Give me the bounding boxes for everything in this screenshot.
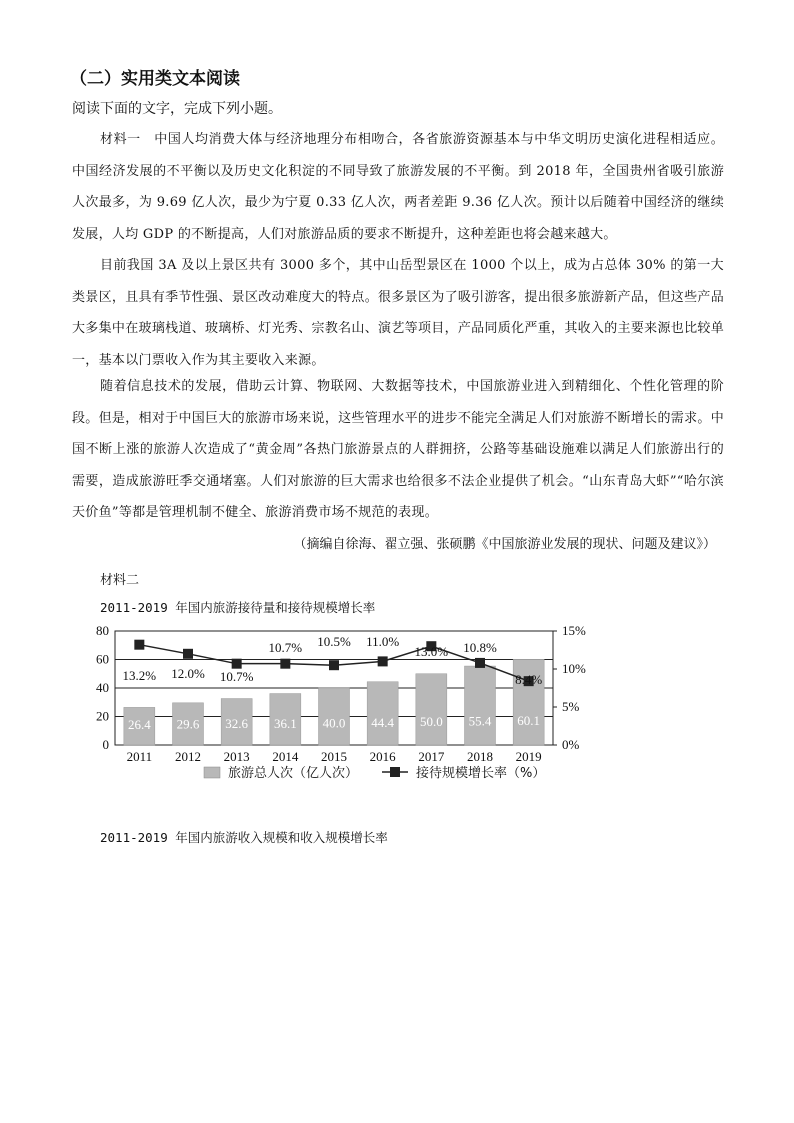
section-title: （二）实用类文本阅读 xyxy=(70,69,240,89)
growth-rate-point xyxy=(183,649,193,659)
bar xyxy=(367,682,398,745)
growth-rate-label: 12.0% xyxy=(171,666,205,681)
growth-rate-point xyxy=(475,658,485,668)
x-axis-tick: 2017 xyxy=(418,749,445,764)
bar-value-label: 40.0 xyxy=(322,715,346,731)
growth-rate-label: 10.5% xyxy=(317,634,351,649)
growth-rate-label: 8.4% xyxy=(515,672,543,687)
bar-value-label: 44.4 xyxy=(371,714,395,730)
growth-rate-label: 13.2% xyxy=(122,668,157,683)
bar-value-label: 26.4 xyxy=(127,716,151,732)
left-axis-tick: 40 xyxy=(96,680,109,695)
legend-line-marker xyxy=(390,767,400,777)
material1-paragraph-3: 随着信息技术的发展，借助云计算、物联网、大数据等技术，中国旅游业进入到精细化、个性化管理的阶段。但是，相对于中国巨大的旅游市场来说，这些管理水平的进步不能完全满足人们对旅游不断增长的需求。中国不断上涨的旅游人次造成了“黄金周”各热门旅游景点的人群拥挤，公路等基础设施难以满足人们旅游出行的需要，造成旅游旺季交通堵塞。人们对旅游的巨大需求也给很多不法企业提供了机会。“山东青岛大虾”“哈尔滨天价鱼”等都是管理机制不健全、旅游消费市场不规范的表现。 xyxy=(72,379,724,520)
left-axis-tick: 0 xyxy=(102,737,109,752)
right-axis-tick: 15% xyxy=(562,623,586,638)
growth-rate-label: 10.7% xyxy=(219,669,254,684)
x-axis-tick: 2014 xyxy=(272,749,299,764)
source-citation: （摘编自徐海、翟立强、张硕鹏《中国旅游业发展的现状、问题及建议》） xyxy=(293,537,716,552)
bar-value-label: 50.0 xyxy=(419,714,443,730)
growth-rate-point xyxy=(329,660,339,670)
left-axis-tick: 60 xyxy=(96,651,109,667)
bar-value-label: 60.1 xyxy=(517,712,541,728)
x-axis-tick: 2011 xyxy=(126,749,153,764)
bar xyxy=(416,674,447,745)
legend-bar-label: 旅游总人次（亿人次） xyxy=(228,766,359,781)
bar-value-label: 29.6 xyxy=(176,716,200,732)
growth-rate-label: 10.7% xyxy=(268,640,303,655)
legend-bar-swatch xyxy=(204,767,220,778)
instruction-text: 阅读下面的文字，完成下列小题。 xyxy=(72,101,282,117)
x-axis-tick: 2018 xyxy=(467,749,493,764)
material1-paragraph-2: 目前我国 3A 及以上景区共有 3000 多个，其中山岳型景区在 1000 个以上，成为占总体 30% 的第一大类景区，且具有季节性强、景区改动难度大的特点。很多景区为了吸引游客，提出很多旅游新产品，但这些产品大多集中在玻璃栈道、玻璃桥、灯光秀、宗教名山、演艺等项目，产品同质化严重，其收入的主要来源也比较单一，基本以门票收入作为其主要收入来源。 xyxy=(72,258,724,368)
bar xyxy=(465,666,496,745)
x-axis-tick: 2013 xyxy=(223,749,250,764)
right-axis-tick: 5% xyxy=(562,699,580,714)
bar-value-label: 36.1 xyxy=(273,715,297,731)
x-axis-tick: 2016 xyxy=(369,749,396,764)
bar-value-label: 55.4 xyxy=(468,713,492,729)
right-axis-tick: 10% xyxy=(562,661,586,676)
material2-label: 材料二 xyxy=(100,573,140,588)
growth-rate-point xyxy=(232,659,242,669)
growth-rate-label: 10.8% xyxy=(463,640,497,655)
legend-line-label: 接待规模增长率（%） xyxy=(416,766,546,781)
x-axis-tick: 2015 xyxy=(321,749,347,764)
material1-paragraph-1: 材料一 中国人均消费大体与经济地理分布相吻合，各省旅游资源基本与中华文明历史演化进程相适应。中国经济发展的不平衡以及历史文化积淀的不同导致了旅游发展的不平衡。到 2018 年，全国贵州省吸引旅游人次最多，为 9.69 亿人次，最少为宁夏 0.33 亿人次，两者差距 9.36 亿人次。预计以后随着中国经济的继续发展，人均 GDP 的不断提高，人们对旅游品质的要求不断提升，这种差距也将会越来越大。 xyxy=(72,132,724,242)
x-axis-tick: 2012 xyxy=(175,749,201,764)
growth-rate-point xyxy=(378,656,388,666)
chart2-title: 2011-2019 年国内旅游收入规模和收入规模增长率 xyxy=(100,830,388,845)
growth-rate-point xyxy=(134,640,144,650)
tourism-chart xyxy=(80,620,600,792)
chart-title: 2011-2019 年国内旅游接待量和接待规模增长率 xyxy=(100,600,376,615)
growth-rate-label: 13.0% xyxy=(414,644,449,659)
right-axis-tick: 0% xyxy=(562,737,580,752)
growth-rate-label: 11.0% xyxy=(366,634,400,649)
left-axis-tick: 80 xyxy=(96,623,109,638)
x-axis-tick: 2019 xyxy=(515,749,542,764)
bar-value-label: 32.6 xyxy=(225,716,249,732)
left-axis-tick: 20 xyxy=(96,708,109,724)
growth-rate-point xyxy=(280,659,290,669)
